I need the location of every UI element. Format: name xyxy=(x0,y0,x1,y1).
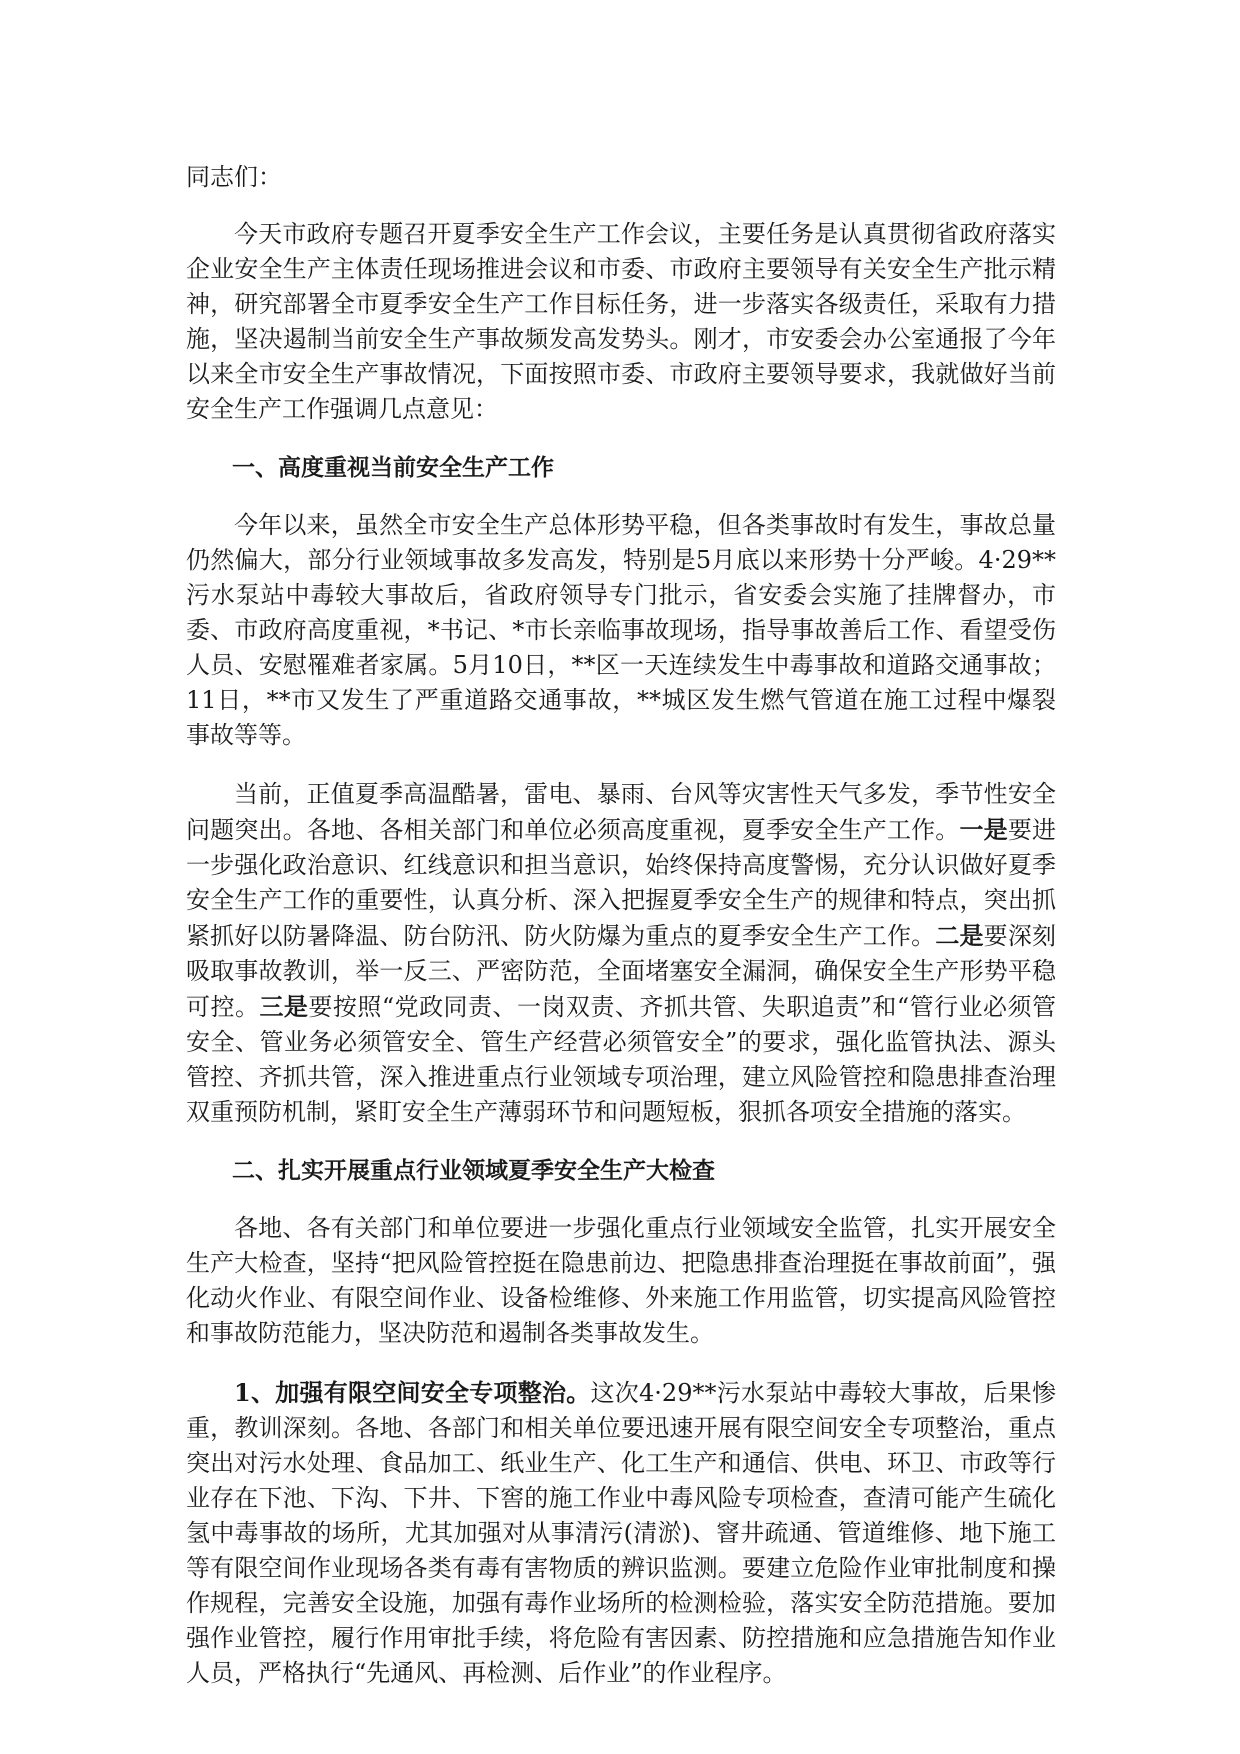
point-3-text: 要按照“党政同责、一岗双责、齐抓共管、失职追责”和“管行业必须管安全、管业务必须管安全、管生产经营必须管安全”的要求，强化监管执法、源头管控、齐抓共管，深入推进重点行业领域专项治理，建立风险管控和隐患排查治理双重预防机制，紧盯安全生产薄弱环节和问题短板，狠抓各项安全措施的落实。 xyxy=(186,993,1057,1126)
intro-paragraph: 今天市政府专题召开夏季安全生产工作会议，主要任务是认真贯彻省政府落实企业安全生产主体责任现场推进会议和市委、市政府主要领导有关安全生产批示精神，研究部署全市夏季安全生产工作目标任务，进一步落实各级责任，采取有力措施，坚决遏制当前安全生产事故频发高发势头。刚才，市安委会办公室通报了今年以来全市安全生产事故情况，下面按照市委、市政府主要领导要求，我就做好当前安全生产工作强调几点意见： xyxy=(186,220,1056,423)
point-2-label: 二是 xyxy=(935,921,984,950)
salutation: 同志们： xyxy=(186,163,282,191)
item-1-text: 这次4·29**污水泵站中毒较大事故，后果惨重，教训深刻。各地、各部门和相关单位要迅速开展有限空间安全专项整治，重点突出对污水处理、食品加工、纸业生产、化工生产和通信、供电、环卫、市政等行业存在下池、下沟、下井、下窖的施工作业中毒风险专项检查，查清可能产生硫化氢中毒事故的场所，尤其加强对从事清污(清淤)、窨井疏通、管道维修、地下施工等有限空间作业现场各类有毒有害物质的辨识监测。要建立危险作业审批制度和操作规程，完善安全设施，加强有毒作业场所的检测检验，落实安全防范措施。要加强作业管控，履行作用审批手续，将危险有害因素、防控措施和应急措施告知作业人员，严格执行“先通风、再检测、后作业”的作业程序。 xyxy=(186,1379,1057,1687)
section1-paragraph-1: 今年以来，虽然全市安全生产总体形势平稳，但各类事故时有发生，事故总量仍然偏大，部分行业领域事故多发高发，特别是5月底以来形势十分严峻。4·29**污水泵站中毒较大事故后，省政府领导专门批示，省安委会实施了挂牌督办，市委、市政府高度重视，*书记、*市长亲临事故现场，指导事故善后工作、看望受伤人员、安慰罹难者家属。5月10日，**区一天连续发生中毒事故和道路交通事故；11日，**市又发生了严重道路交通事故，**城区发生燃气管道在施工过程中爆裂事故等等。 xyxy=(186,511,1056,749)
point-2-text: 要深刻吸取事故教训，举一反三、严密防范，全面堵塞安全漏洞，确保安全生产形势平稳可控。 xyxy=(186,922,1056,1021)
section1-paragraph-2-lead: 当前，正值夏季高温酷暑，雷电、暴雨、台风等灾害性天气多发，季节性安全问题突出。各地、各相关部门和单位必须高度重视，夏季安全生产工作。 xyxy=(186,780,1056,844)
section2-item-1 xyxy=(186,1375,1056,1691)
point-1-label: 一是 xyxy=(959,815,1008,844)
section-heading-1: 一、高度重视当前安全生产工作 xyxy=(232,455,554,481)
document-body xyxy=(186,160,1056,1715)
section2-paragraph-1: 各地、各有关部门和单位要进一步强化重点行业领域安全监管，扎实开展安全生产大检查，坚持“把风险管控挺在隐患前边、把隐患排查治理挺在事故前面”，强化动火作业、有限空间作业、设备检维修、外来施工作用监管，切实提高风险管控和事故防范能力，坚决防范和遏制各类事故发生。 xyxy=(186,1214,1056,1347)
item-1-title: 1、加强有限空间安全专项整治。 xyxy=(234,1378,591,1407)
point-3-label: 三是 xyxy=(259,992,309,1021)
section1-paragraph-2 xyxy=(186,777,1056,1130)
section-heading-2: 二、扎实开展重点行业领域夏季安全生产大检查 xyxy=(232,1158,715,1184)
point-1-text: 要进一步强化政治意识、红线意识和担当意识，始终保持高度警惕，充分认识做好夏季安全生产工作的重要性，认真分析、深入把握夏季安全生产的规律和特点，突出抓紧抓好以防暑降温、防台防汛、防火防爆为重点的夏季安全生产工作。 xyxy=(186,816,1056,950)
